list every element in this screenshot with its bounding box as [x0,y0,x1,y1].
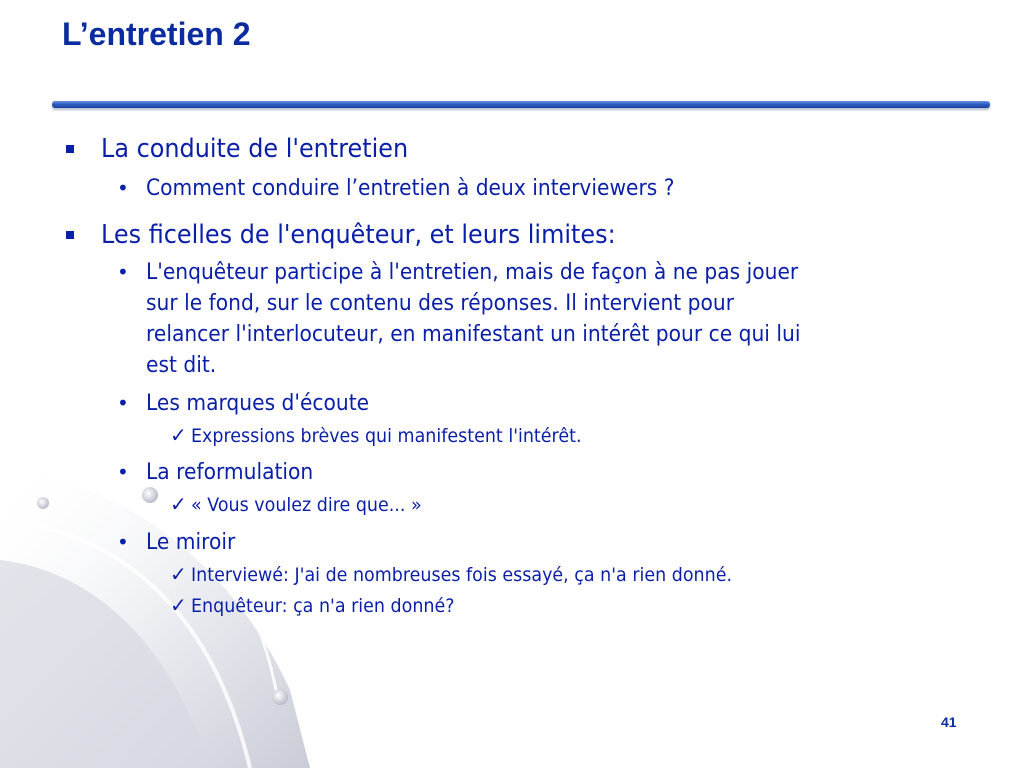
checkmark-icon: ✓ [170,492,187,516]
bullet-level1: La conduite de l'entretien [101,134,409,164]
bullet-level2: Comment conduire l’entretien à deux interviewers ? [146,176,675,201]
bullet-level2-line: relancer l'interlocuteur, en manifestant un intérêt pour ce qui lui [146,322,801,347]
checkmark-icon: ✓ [170,562,187,586]
checkmark-icon: ✓ [170,423,187,447]
square-bullet-icon [66,145,74,153]
slide-title: L’entretien 2 [62,16,251,52]
bullet-level2-line: sur le fond, sur le contenu des réponses. Il intervient pour [146,291,735,316]
bullet-level1: Les ficelles de l'enquêteur, et leurs limites: [101,220,616,250]
bullet-level2-line: L'enquêteur participe à l'entretien, mais de façon à ne pas jouer [146,260,799,285]
round-bullet-icon: • [117,176,129,200]
round-bullet-icon: • [117,460,129,484]
round-bullet-icon: • [117,530,129,554]
bullet-level3: Interviewé: J'ai de nombreuses fois essayé, ça n'a rien donné. [191,564,733,586]
checkmark-icon: ✓ [170,593,187,617]
bullet-level3: Enquêteur: ça n'a rien donné? [191,595,455,617]
bullet-level3: « Vous voulez dire que... » [191,494,422,516]
bullet-level3: Expressions brèves qui manifestent l'intérêt. [191,425,582,447]
square-bullet-icon [66,231,74,239]
title-underline-rule [52,101,990,108]
bullet-level2: La reformulation [146,460,314,485]
round-bullet-icon: • [117,260,129,284]
bullet-level2: Les marques d'écoute [146,391,370,416]
bullet-level2: Le miroir [146,530,236,555]
bullet-level2-line: est dit. [146,353,217,378]
round-bullet-icon: • [117,391,129,415]
page-number: 41 [941,714,957,730]
